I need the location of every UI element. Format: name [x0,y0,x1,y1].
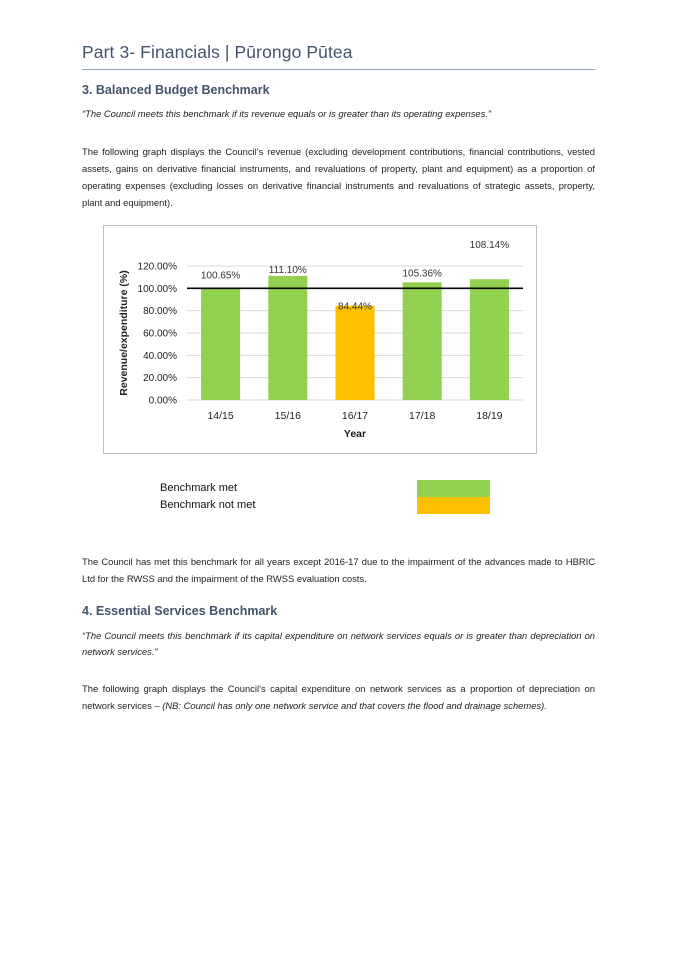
legend-swatch-not-met [417,497,490,514]
data-label: 100.65% [200,270,241,282]
data-label: 84.44% [338,301,372,313]
y-tick-label: 80.00% [143,306,177,318]
y-tick-label: 20.00% [143,373,177,385]
x-tick-label: 14/15 [207,410,234,422]
section-4-paragraph-main: The following graph displays the Council’s capital expenditure on network services as a proportion of depreciation on network services – [82,683,595,711]
x-tick-label: 16/17 [341,410,369,422]
section-4-paragraph-note: (NB: Council has only one network service and that covers the flood and drainage schemes). [162,700,547,711]
section-4-paragraph [82,680,595,714]
bar [268,276,307,400]
y-tick-label: 40.00% [143,350,177,362]
section-3-quote: “The Council meets this benchmark if its revenue equals or is greater than its operating expenses.” [82,108,492,119]
bar [336,306,375,400]
balanced-budget-chart [103,225,537,454]
bar [201,288,240,400]
x-tick-label: 17/18 [409,410,436,422]
x-tick-label: 18/19 [476,410,503,422]
data-label: 108.14% [469,240,510,252]
y-tick-label: 0.00% [148,395,177,407]
section-3-paragraph: The following graph displays the Council’s revenue (excluding development contributions, financial contributions, vested assets, gains on derivative financial instruments, and revaluations of property, plant and equipment) as a proportion of operating expenses (excluding losses on derivative financial instruments and revaluations of strategic assets, property, plant and equipment). [82,146,595,208]
y-tick-label: 120.00% [137,261,177,273]
x-tick-label: 15/16 [274,410,301,422]
y-tick-label: 100.00% [137,283,177,295]
data-label: 111.10% [268,264,307,276]
data-label: 105.36% [402,268,442,280]
chart-canvas [104,226,536,453]
legend-label-not-met: Benchmark not met [160,499,256,511]
section-3-heading: 3. Balanced Budget Benchmark [82,83,270,97]
y-axis-title: Revenue/expenditure (%) [118,270,130,396]
bar [470,279,509,400]
header-divider [82,69,595,70]
section-4-heading: 4. Essential Services Benchmark [82,604,278,618]
legend-label-met: Benchmark met [160,482,238,494]
page-title: Part 3- Financials | Pūrongo Pūtea [82,42,353,62]
y-tick-label: 60.00% [143,328,177,340]
section-3-conclusion: The Council has met this benchmark for all years except 2016-17 due to the impairment of the advances made to HBRIC Ltd for the RWSS and the impairment of the RWSS evaluation costs. [82,556,595,584]
section-4-quote: “The Council meets this benchmark if its capital expenditure on network services equals or is greater than depreciation on network services.” [82,630,595,657]
x-axis-title: Year [343,428,367,440]
chart-legend [160,480,500,516]
legend-swatch-met [417,480,490,497]
page-header [82,42,595,70]
bar [403,282,442,400]
